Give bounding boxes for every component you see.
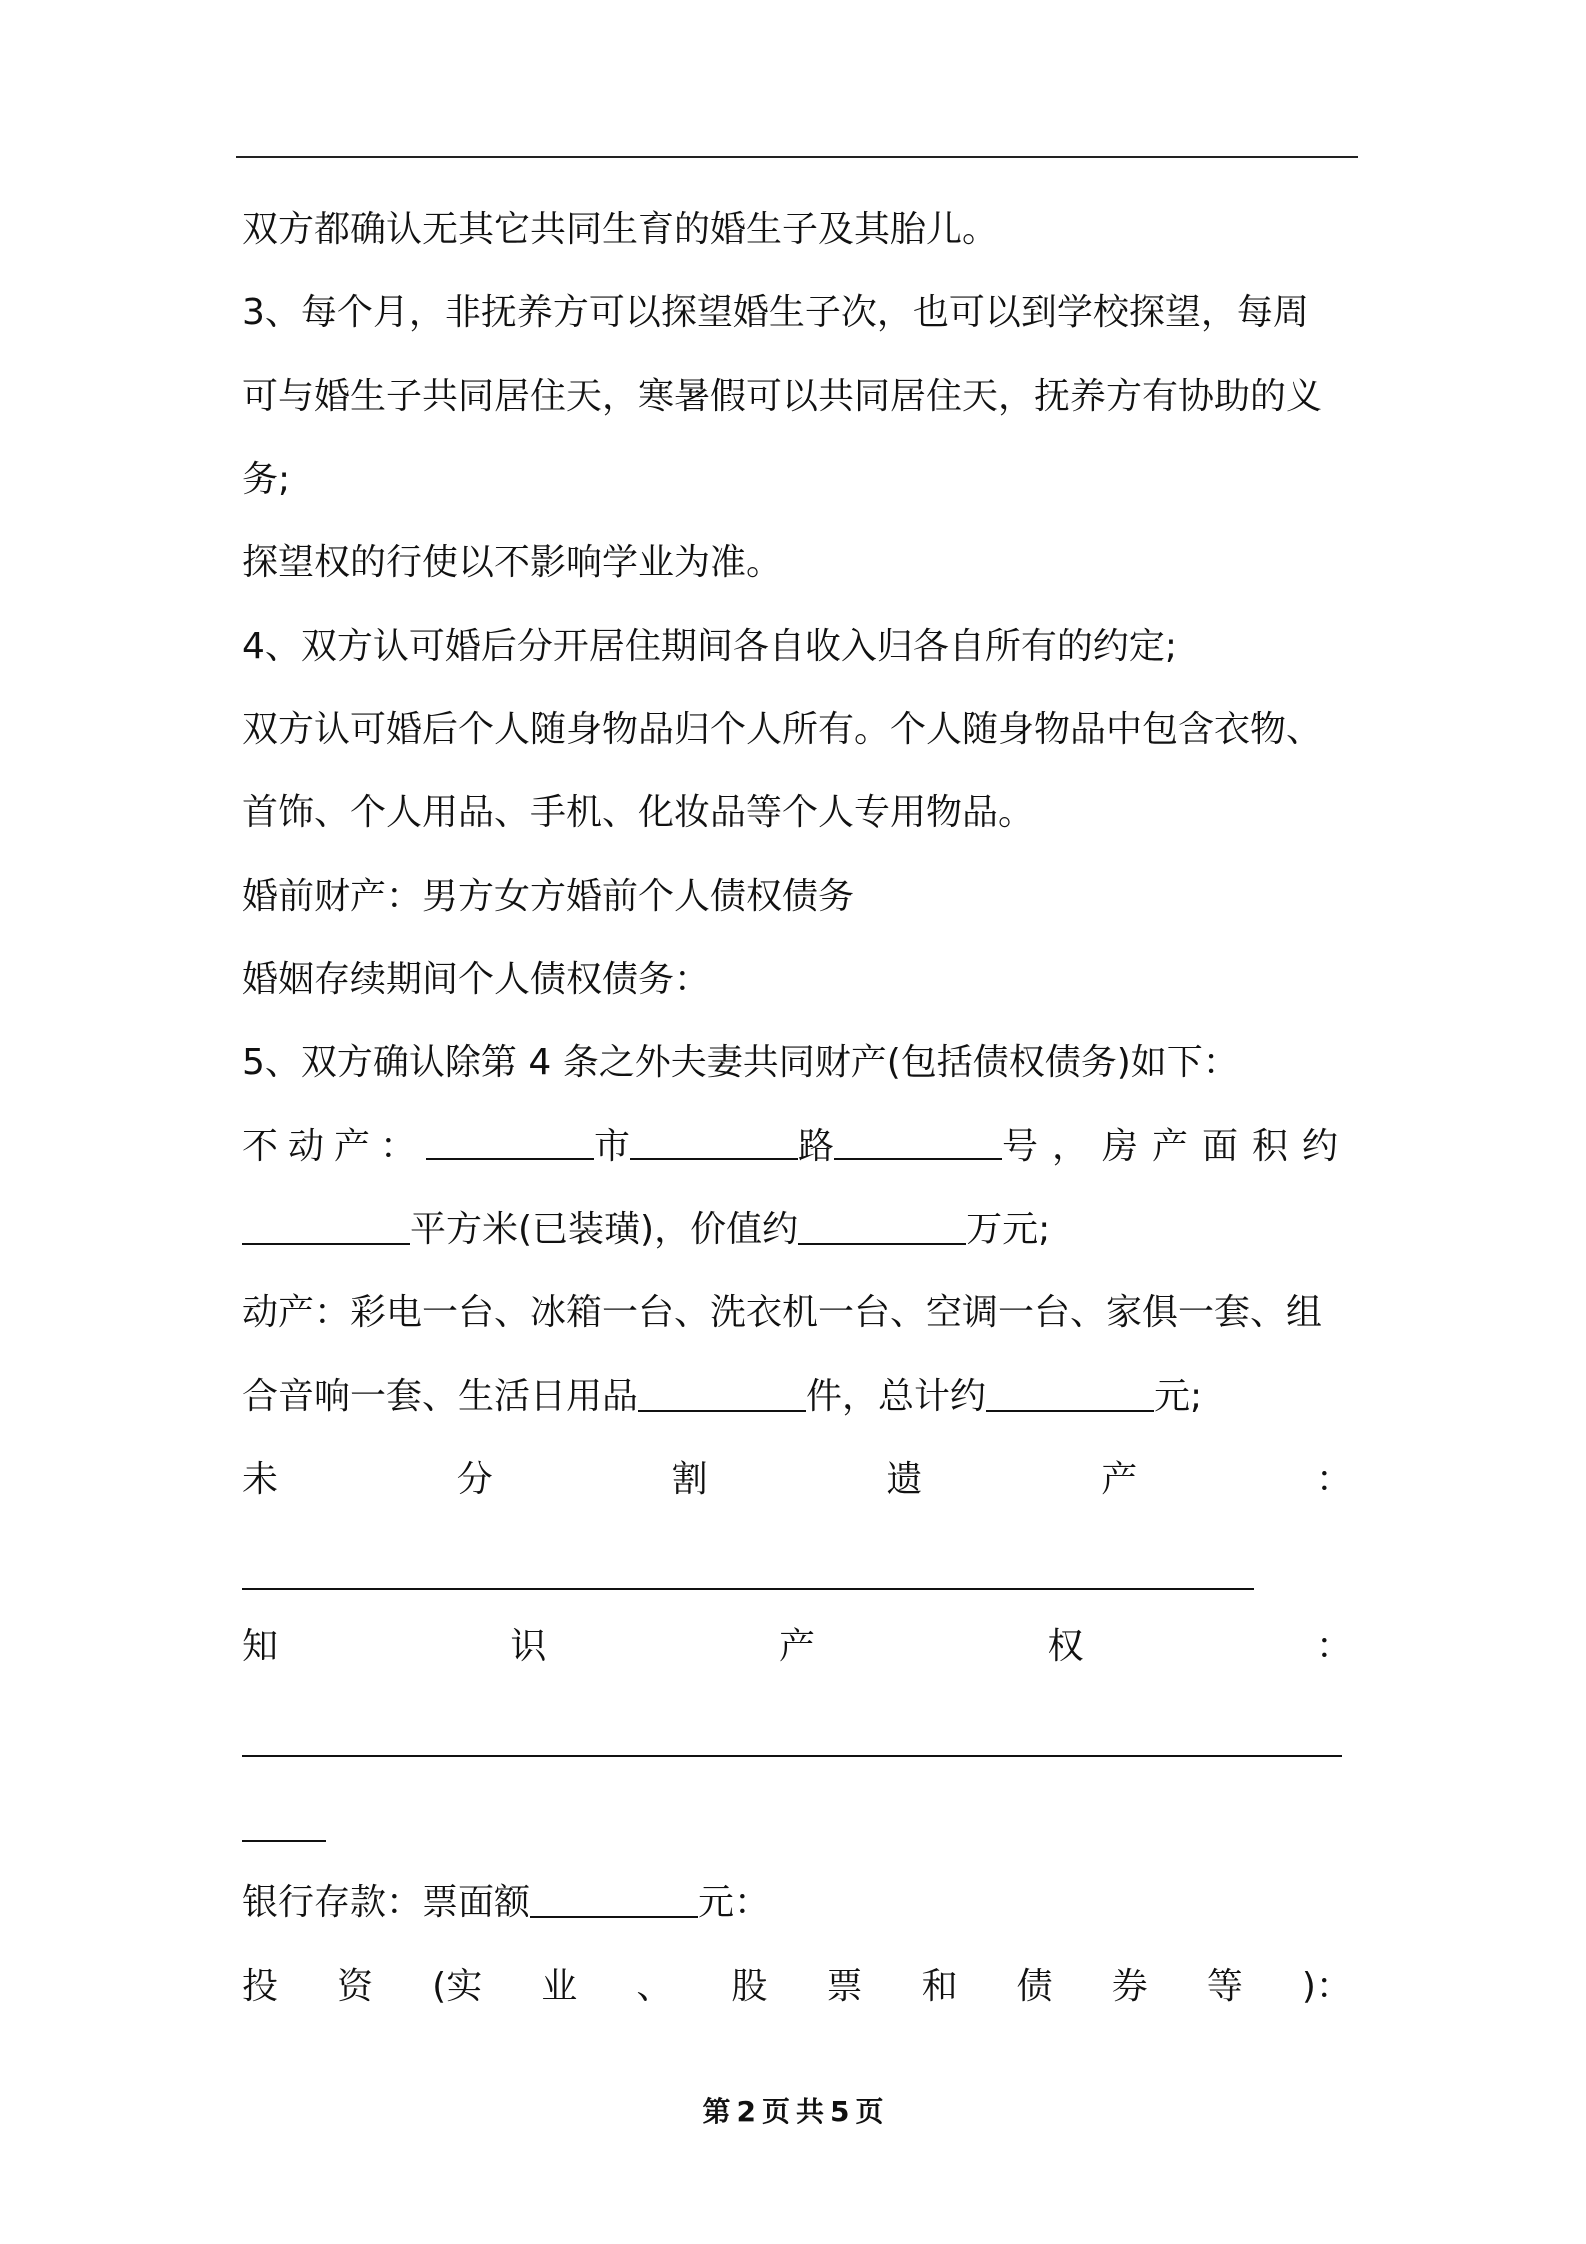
area-blank [242,1207,410,1245]
paragraph-line: 可与婚生子共同居住天，寒暑假可以共同居住天，抚养方有协助的义 [242,376,1323,417]
heading-char: 投 [242,1966,279,2007]
heading-char: 资 [337,1966,374,2007]
realty-label: 不动产： [242,1126,427,1167]
area-unit: 平方米(已装璜)，价值约 [410,1209,799,1250]
heading-char: 债 [1016,1966,1053,2007]
movables-line-2 [242,1372,1352,1422]
heading-char: 遗 [886,1459,923,1500]
heading-char: 股 [731,1966,768,2007]
number-blank [834,1122,1002,1160]
paragraph-line: 3、每个月，非抚养方可以探望婚生子次，也可以到学校探望，每周 [242,292,1309,333]
bank-unit: 元： [698,1882,771,1923]
paragraph-line: 婚前财产：男方女方婚前个人债权债务 [242,876,855,917]
heading-char: 权 [1047,1626,1084,1667]
heading-char: 、 [636,1966,673,2007]
footer-text: 共 [796,2095,825,2128]
total-blank [986,1374,1154,1412]
paragraph-line: 4、双方认可婚后分开居住期间各自收入归各自所有的约定; [242,626,1178,667]
ip-heading [242,1622,1352,1672]
heading-char: 业 [541,1966,578,2007]
items-blank [638,1374,806,1412]
paragraph-line: 5、双方确认除第 4 条之外夫妻共同财产(包括债权债务)如下： [242,1042,1239,1083]
inheritance-blank [242,1588,1254,1590]
paragraph-line: 双方认可婚后个人随身物品归个人所有。个人随身物品中包含衣物、 [242,709,1323,750]
inheritance-heading [242,1455,1352,1505]
paragraph-line: 婚姻存续期间个人债权债务： [242,959,711,1000]
footer-text: 页 [761,2095,790,2128]
heading-char: 知 [242,1626,279,1667]
movables-line: 动产：彩电一台、冰箱一台、洗衣机一台、空调一台、家俱一套、组 [242,1292,1323,1333]
road-label: 路 [798,1126,835,1167]
heading-char: 票 [826,1966,863,2007]
heading-char: 未 [242,1459,279,1500]
ip-blank-continued [242,1840,326,1842]
realty-line [242,1122,1352,1172]
number-label: 号，房产面积约 [1002,1126,1353,1167]
heading-char: )： [1301,1966,1352,2007]
heading-char: 割 [671,1459,708,1500]
page-footer [0,2092,1586,2132]
page-number: 2 [736,2095,756,2128]
movables-text: 件，总计约 [806,1376,987,1417]
value-blank [798,1207,966,1245]
ip-blank [242,1755,1342,1757]
investment-heading [242,1962,1352,2012]
value-unit: 万元; [966,1209,1051,1250]
movables-text: 合音响一套、生活日用品 [242,1376,639,1417]
heading-char: ： [1315,1459,1352,1500]
paragraph-line: 务; [242,459,291,500]
heading-char: 券 [1111,1966,1148,2007]
road-blank [630,1122,798,1160]
footer-text: 页 [855,2095,884,2128]
heading-char: ： [1315,1626,1352,1667]
header-rule [236,156,1358,158]
footer-text: 第 [702,2095,731,2128]
bank-label: 银行存款：票面额 [242,1882,531,1923]
heading-char: (实 [432,1966,483,2007]
heading-char: 产 [778,1626,815,1667]
bank-line [242,1878,1352,1928]
heading-char: 产 [1101,1459,1138,1500]
city-blank [426,1122,594,1160]
paragraph-line: 首饰、个人用品、手机、化妆品等个人专用物品。 [242,792,1035,833]
realty-line-2 [242,1205,1352,1255]
heading-char: 分 [456,1459,493,1500]
total-pages: 5 [830,2095,850,2128]
movables-text: 元; [1154,1376,1203,1417]
heading-char: 识 [510,1626,547,1667]
heading-char: 等 [1206,1966,1243,2007]
heading-char: 和 [921,1966,958,2007]
paragraph-line: 探望权的行使以不影响学业为准。 [242,542,783,583]
city-label: 市 [594,1126,631,1167]
bank-blank [530,1880,698,1918]
paragraph-line: 双方都确认无其它共同生育的婚生子及其胎儿。 [242,209,999,250]
